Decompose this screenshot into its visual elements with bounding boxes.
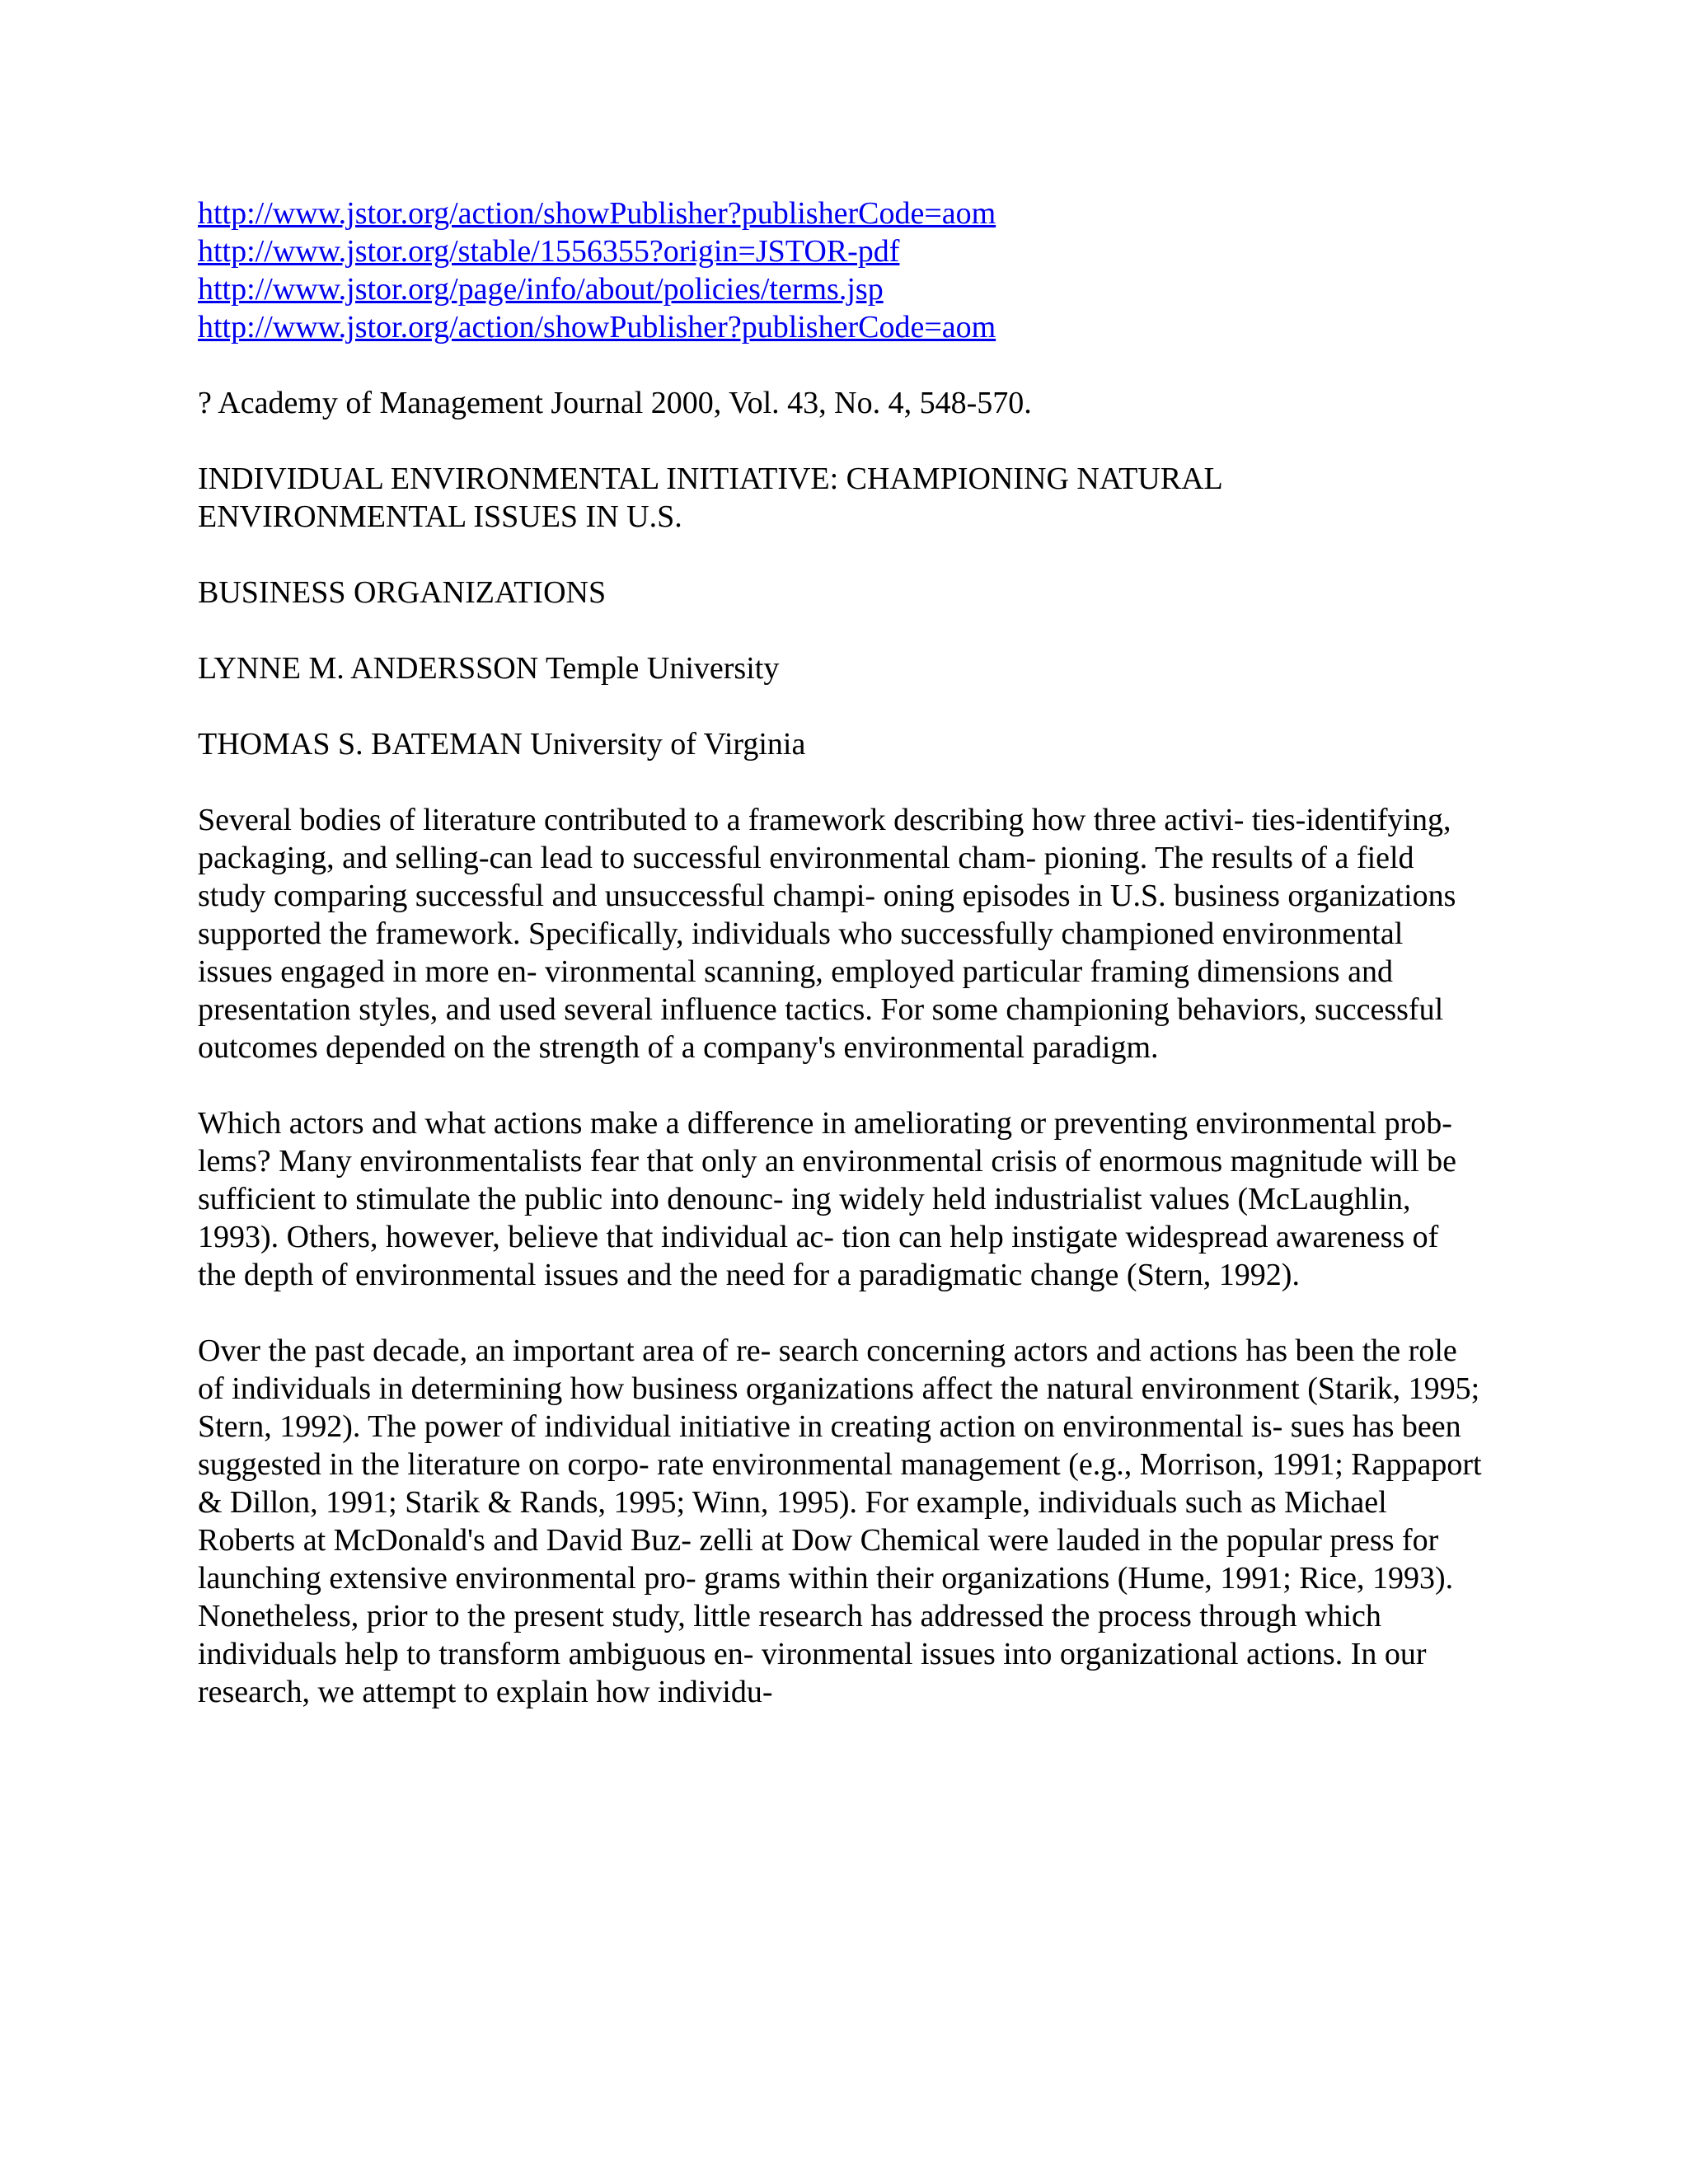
paper-title	[198, 460, 1484, 536]
title-line-2: ENVIRONMENTAL ISSUES IN U.S.	[198, 499, 682, 534]
author-2: THOMAS S. BATEMAN University of Virginia	[198, 727, 806, 762]
body-paragraph-1: Which actors and what actions make a difference in ameliorating or preventing environmental prob- lems? Many environmentalists fear that only an environmental crisis of enormous magnitude will be sufficient to stimulate the public into denounc- ing widely held industrialist values (McLaughlin, 1993). Others, however, believe that individual ac- tion can help instigate widespread awareness of the depth of environmental issues and the need for a paradigmatic change (Stern, 1992).	[198, 1106, 1457, 1292]
body-paragraph-2: Over the past decade, an important area of re- search concerning actors and actions has been the role of individuals in determining how business organizations affect the natural environment (Starik, 1995; Stern, 1992). The power of individual initiative in creating action on environmental is- sues has been suggested in the literature on corpo- rate environmental management (e.g., Morrison, 1991; Rappaport & Dillon, 1991; Starik & Rands, 1995; Winn, 1995). For example, individuals such as Michael Roberts at McDonald's and David Buz- zelli at Dow Chemical were lauded in the popular press for launching extensive environmental pro- grams within their organizations (Hume, 1991; Rice, 1993). Nonetheless, prior to the present study, little research has addressed the process through which individuals help to transform ambiguous en- vironmental issues into organizational actions. In our research, we attempt to explain how individu-	[198, 1333, 1482, 1709]
stable-link[interactable]: http://www.jstor.org/stable/1556355?origin=JSTOR-pdf	[198, 234, 900, 269]
publisher-link[interactable]: http://www.jstor.org/action/showPublisher?publisherCode=aom	[198, 196, 996, 231]
author-1: LYNNE M. ANDERSSON Temple University	[198, 651, 780, 686]
title-line-3: BUSINESS ORGANIZATIONS	[198, 575, 607, 610]
publisher-link-2[interactable]: http://www.jstor.org/action/showPublisher?publisherCode=aom	[198, 310, 996, 344]
terms-link[interactable]: http://www.jstor.org/page/info/about/policies/terms.jsp	[198, 272, 884, 307]
link-list	[198, 194, 1484, 346]
title-line-1: INDIVIDUAL ENVIRONMENTAL INITIATIVE: CHAMPIONING NATURAL	[198, 462, 1223, 496]
citation: ? Academy of Management Journal 2000, Vol. 43, No. 4, 548-570.	[198, 386, 1032, 420]
abstract: Several bodies of literature contributed to a framework describing how three activi- ties-identifying, packaging, and selling-can lead to successful environmental cham- pioning. The results of a field study comparing successful and unsuccessful champi- oning episodes in U.S. business organizations supported the framework. Specifically, individuals who successfully championed environmental issues engaged in more en- vironmental scanning, employed particular framing dimensions and presentation styles, and used several influence tactics. For some championing behaviors, successful outcomes depended on the strength of a company's environmental paradigm.	[198, 803, 1456, 1065]
document-page	[198, 194, 1484, 1711]
